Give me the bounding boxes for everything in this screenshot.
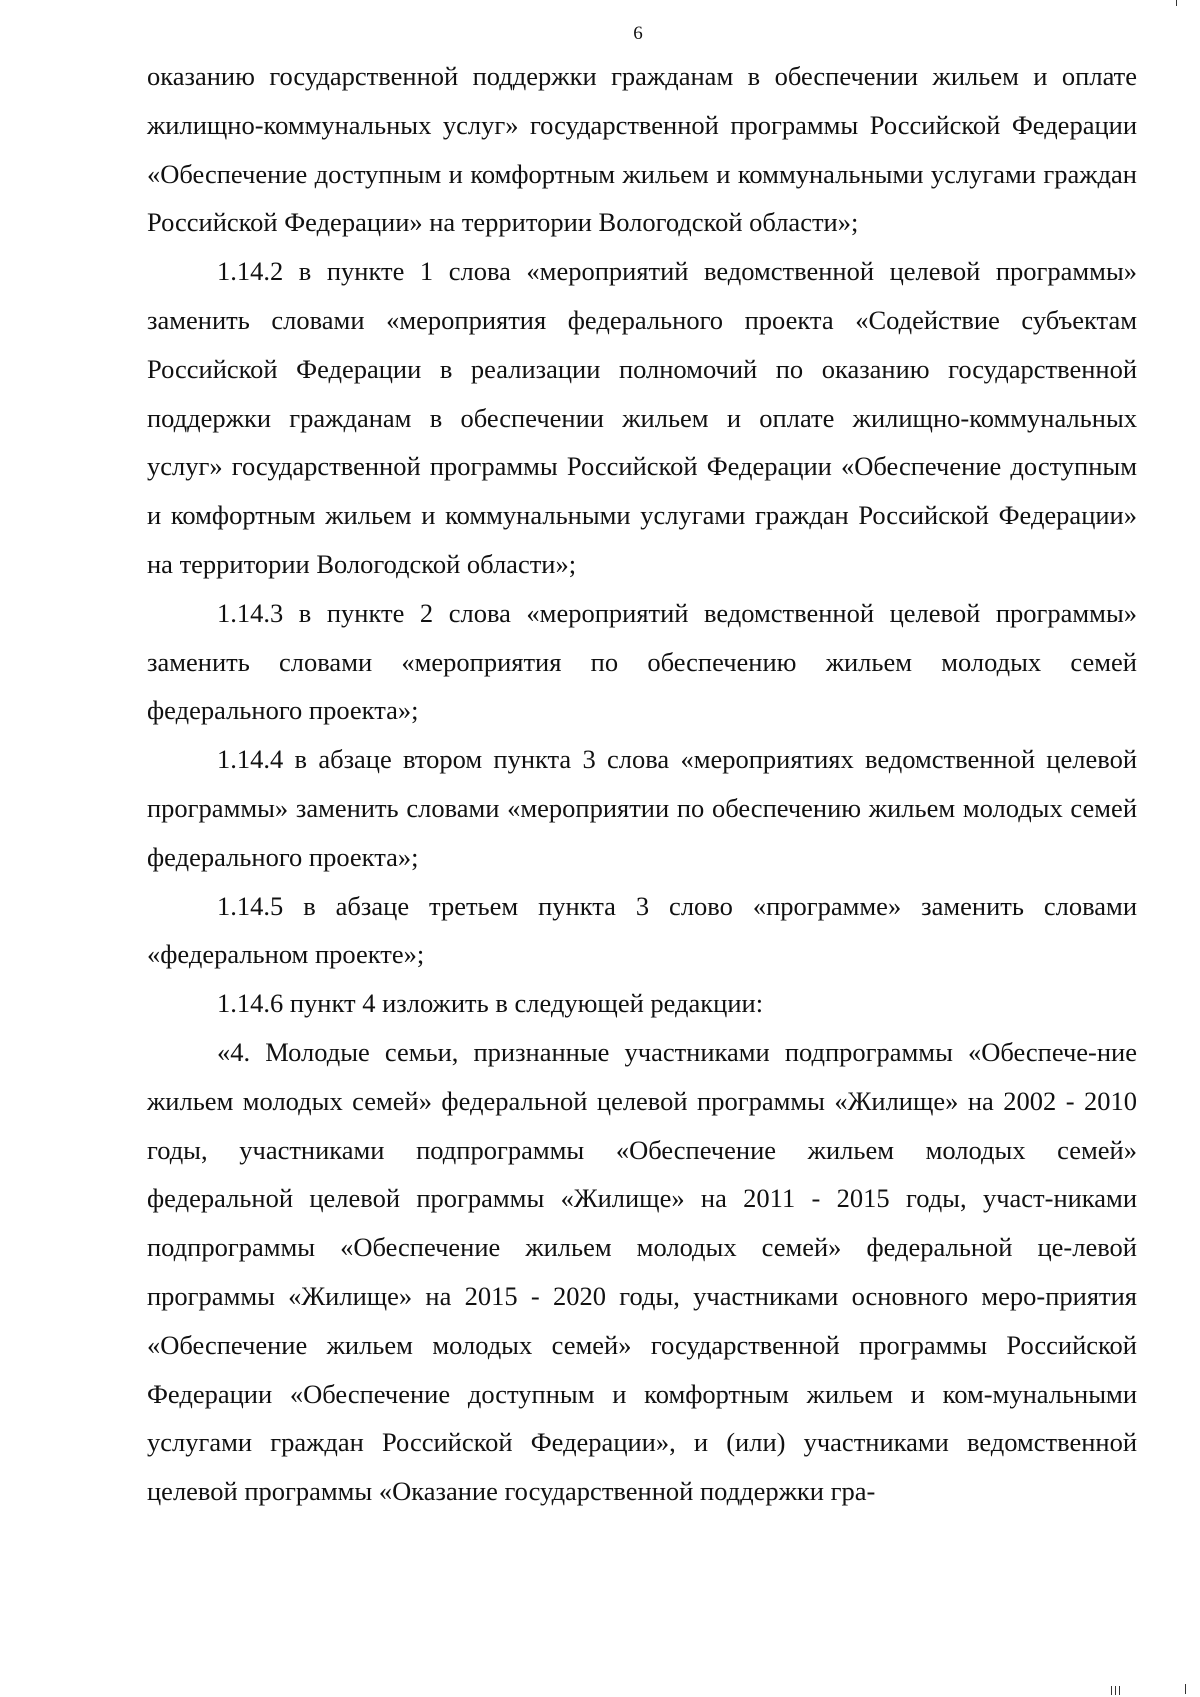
paragraph-1-14-6: 1.14.6 пункт 4 изложить в следующей редакции: — [217, 988, 764, 1019]
page-number: 6 — [633, 23, 643, 44]
paragraph-1-14-5: 1.14.5 в абзаце третьем пункта 3 слово «программе» заменить словами «федеральном проекте»; — [147, 890, 1137, 970]
scan-artifact-bottom-right-2 — [1115, 1686, 1116, 1695]
scan-artifact-bottom-right-4 — [1185, 1684, 1186, 1694]
paragraph-1-14-2: 1.14.2 в пункте 1 слова «мероприятий ведомственной целевой программы» заменить словами «мероприятия федерального проекта «Содействие субъектам Российской Федерации в реализации полномочий по оказанию государственной поддержки гражданам в обеспечении жильем и оплате жилищно-коммунальных услуг» государственной программы Российской Федерации «Обеспечение доступным и комфортным жильем и коммунальными услугами граждан Российской Федерации» на территории Вологодской области»; — [147, 256, 1137, 579]
paragraph-1-14-4: 1.14.4 в абзаце втором пункта 3 слова «мероприятиях ведомственной целевой программы» заменить словами «мероприятии по обеспечению жильем молодых семей федерального проекта»; — [147, 744, 1137, 872]
paragraph-1-14-3: 1.14.3 в пункте 2 слова «мероприятий ведомственной целевой программы» заменить словами «мероприятия по обеспечению жильем молодых семей федерального проекта»; — [147, 597, 1137, 726]
scan-artifact-top-right — [1176, 0, 1177, 6]
paragraph-quoted-point-4: «4. Молодые семьи, признанные участниками подпрограммы «Обеспече-ние жильем молодых семей» федеральной целевой программы «Жилище» на 2002 - 2010 годы, участниками подпрограммы «Обеспечение жильем молодых семей» федеральной целевой программы «Жилище» на 2011 - 2015 годы, участ-никами подпрограммы «Обеспечение жильем молодых семей» федеральной це-левой программы «Жилище» на 2015 - 2020 годы, участниками основного меро-приятия «Обеспечение жильем молодых семей» государственной программы Российской Федерации «Обеспечение доступным и комфортным жильем и ком-мунальными услугами граждан Российской Федерации», и (или) участниками ведомственной целевой программы «Оказание государственной поддержки гра- — [147, 1036, 1137, 1507]
scan-artifact-bottom-right-1 — [1111, 1686, 1112, 1695]
scan-artifact-bottom-right-3 — [1119, 1686, 1120, 1695]
paragraph-continuation: оказанию государственной поддержки гражданам в обеспечении жильем и оплате жилищно-коммунальных услуг» государственной программы Российской Федерации «Обеспечение доступным и комфортным жильем и коммунальными услугами граждан Российской Федерации» на территории Вологодской области»; — [147, 61, 1137, 238]
document-body — [147, 52, 1137, 1516]
